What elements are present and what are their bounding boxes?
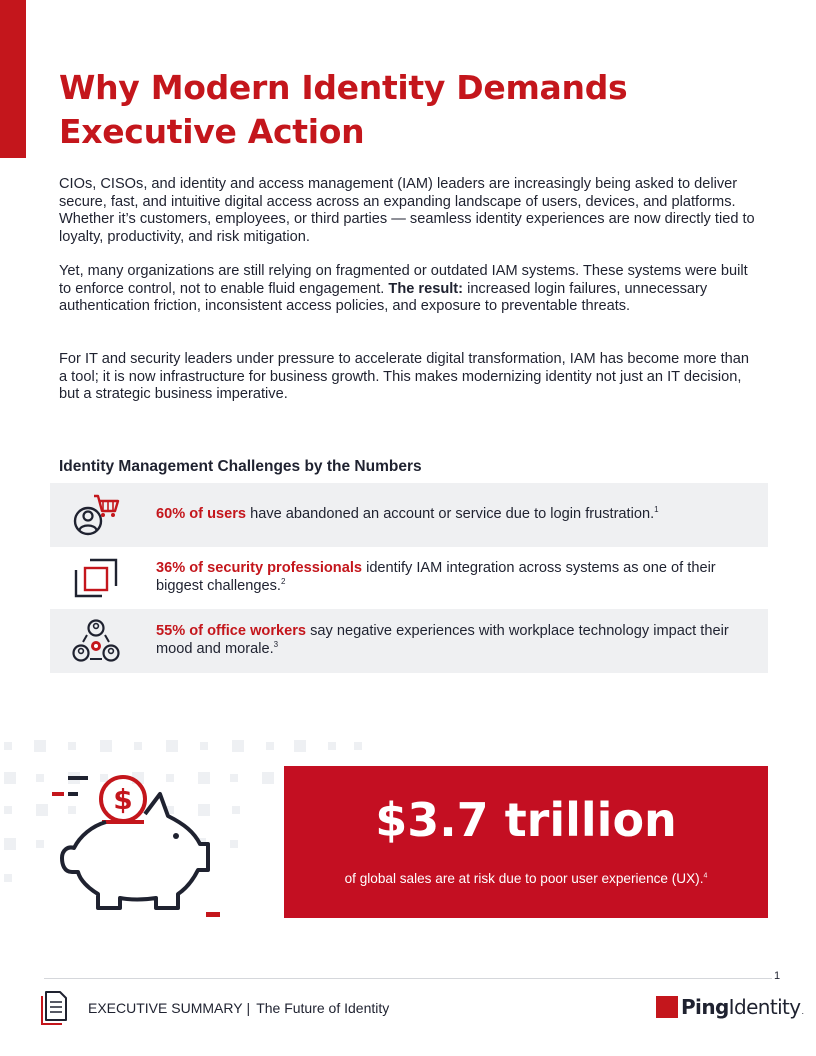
sales-risk-callout — [284, 766, 768, 918]
stat-row — [50, 547, 768, 609]
stat-row — [50, 483, 768, 547]
user-cart-icon — [72, 493, 120, 537]
stat-body: have abandoned an account or service due to login frustration. — [246, 506, 655, 523]
logo-square-mark — [656, 996, 678, 1018]
team-network-icon — [72, 619, 120, 663]
problem-paragraph-tail: increased login failures, unnecessary authentication friction, inconsistent access policies, and exposure to preventable threats. — [59, 280, 708, 315]
page-title-line-2: Executive Action — [59, 112, 365, 151]
callout-figure: $3.7 trillion — [375, 793, 677, 847]
problem-paragraph-bold: The result: — [388, 280, 464, 297]
page-title — [59, 66, 759, 154]
footer-divider — [44, 978, 772, 979]
svg-text:$: $ — [113, 783, 133, 816]
intro-paragraph: CIOs, CISOs, and identity and access management (IAM) leaders are increasingly being asked to deliver secure, fast, and intuitive digital access across an expanding landscape of users, devices, and platforms. Whether it’s customers, employees, or third parties — seamless identity experiences are now directly tied to loyalty, productivity, and risk mitigation. — [59, 176, 755, 245]
footer-label — [88, 1000, 389, 1016]
callout-description — [284, 870, 768, 888]
stat-footnote-ref: 3 — [273, 640, 279, 650]
logo-wordmark — [681, 995, 803, 1019]
stat-footnote-ref: 2 — [280, 577, 286, 587]
footer-doc-title: The Future of Identity — [256, 1000, 390, 1016]
stat-body: say negative experiences with workplace technology impact their mood and morale. — [156, 623, 729, 657]
stats-heading: Identity Management Challenges by the Numbers — [59, 458, 422, 475]
problem-paragraph — [59, 263, 761, 316]
accent-bar — [0, 0, 26, 158]
stat-footnote-ref: 1 — [654, 505, 659, 515]
footer-separator: | — [246, 1000, 251, 1016]
logo-word-ping: Ping — [681, 995, 729, 1019]
stat-text — [156, 506, 746, 524]
page-title-line-1: Why Modern Identity Demands — [59, 68, 628, 107]
page-number: 1 — [774, 970, 781, 982]
footer-doc-type: EXECUTIVE SUMMARY — [88, 1000, 243, 1016]
stat-row — [50, 609, 768, 673]
ping-identity-logo — [656, 994, 803, 1020]
callout-footnote-ref: 4 — [703, 872, 708, 880]
problem-paragraph-lead: Yet, many organizations are still relying on fragmented or outdated IAM systems. These systems were built to enforce control, not to enable fluid engagement. — [59, 263, 748, 297]
stat-text — [156, 623, 746, 658]
stat-highlight: 36% of security professionals — [156, 560, 363, 577]
callout-description-text: of global sales are at risk due to poor user experience (UX). — [344, 871, 704, 886]
imperative-paragraph: For IT and security leaders under pressure to accelerate digital transformation, IAM has become more than a tool; it is now infrastructure for business growth. This makes modernizing identity not just an IT decision, but a strategic business imperative. — [59, 351, 750, 403]
document-icon — [40, 990, 68, 1026]
stats-list — [50, 483, 768, 673]
integration-squares-icon — [72, 556, 120, 600]
logo-word-identity: Identity — [728, 995, 801, 1019]
stat-body: identify IAM integration across systems as one of their biggest challenges. — [156, 560, 716, 594]
stat-text — [156, 560, 746, 595]
piggy-bank-icon — [48, 772, 224, 922]
logo-dot: . — [801, 1007, 804, 1016]
stat-highlight: 55% of office workers — [156, 623, 307, 640]
stat-highlight: 60% of users — [156, 506, 247, 523]
